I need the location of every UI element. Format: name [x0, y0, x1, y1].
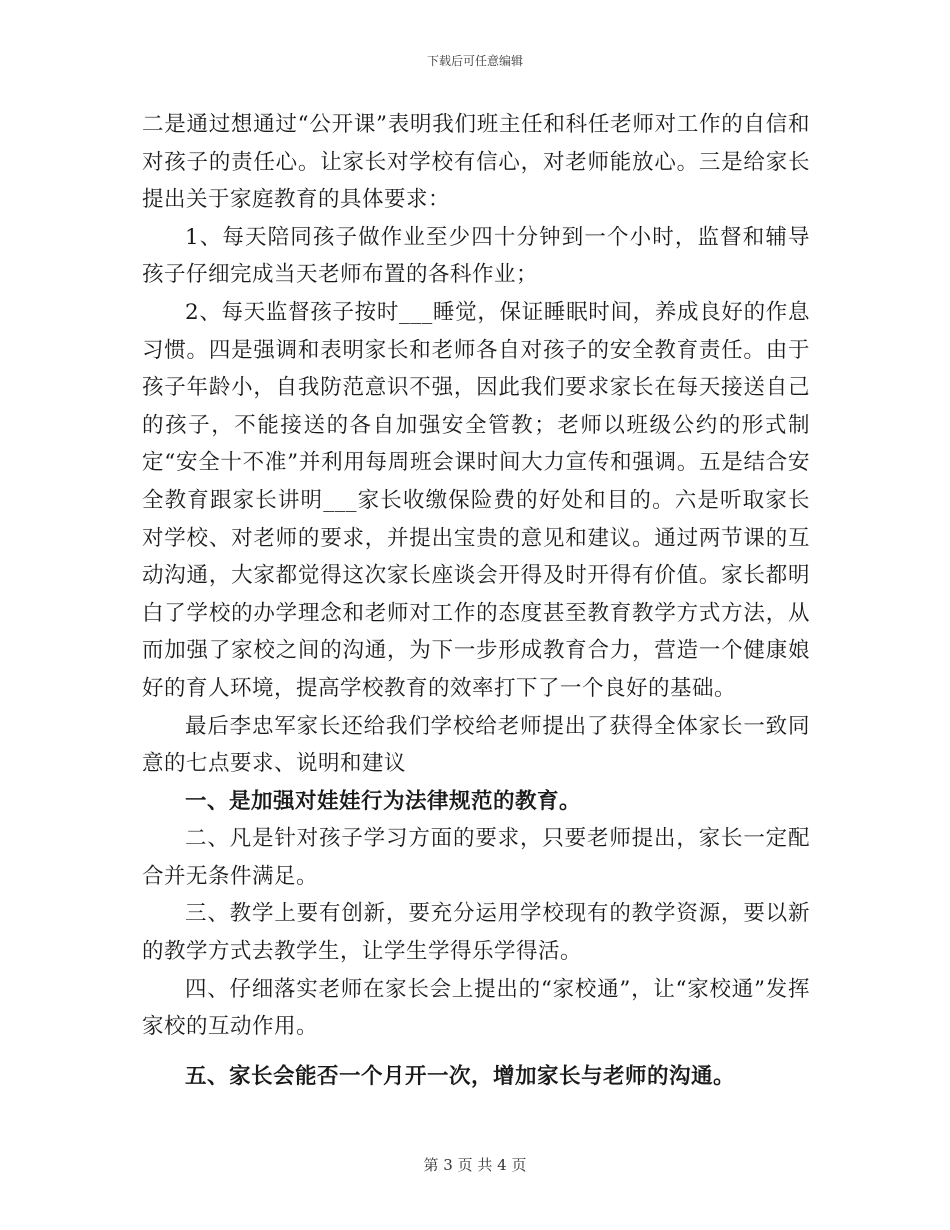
- paragraph-suggestions-intro: 最后李忠军家长还给我们学校给老师提出了获得全体家长一致同意的七点要求、说明和建议: [142, 713, 810, 777]
- page-number: 第 3 页 共 4 页: [423, 1156, 527, 1174]
- suggestion-item-1: 一、是加强对娃娃行为法律规范的教育。: [185, 788, 582, 814]
- suggestion-item-2: 二、凡是针对孩子学习方面的要求，只要老师提出，家长一定配合并无条件满足。: [142, 826, 810, 889]
- paragraph-intro: 二是通过想通过“公开课”表明我们班主任和科任老师对工作的自信和对孩子的责任心。让家长对学校有信心，对老师能放心。三是给家长提出关于家庭教育的具体要求：: [142, 112, 810, 213]
- document-body: [142, 106, 810, 1095]
- paragraph-requirement-2: 2、每天监督孩子按时___睡觉，保证睡眠时间，养成良好的作息习惯。四是强调和表明家长和老师各自对孩子的安全教育责任。由于孩子年龄小，自我防范意识不强，因此我们要求家长在每天接送自己的孩子，不能接送的各自加强安全管教；老师以班级公约的形式制定“安全十不准”并利用每周班会课时间大力宣传和强调。五是结合安全教育跟家长讲明___家长收缴保险费的好处和目的。六是听取家长对学校、对老师的要求，并提出宝贵的意见和建议。通过两节课的互动沟通，大家都觉得这次家长座谈会开得及时开得有价值。家长都明白了学校的办学理念和老师对工作的态度甚至教育教学方式方法，从而加强了家校之间的沟通，为下一步形成教育合力，营造一个健康娘好的育人环境，提高学校教育的效率打下了一个良好的基础。: [142, 299, 810, 701]
- page-header-note: 下载后可任意编辑: [426, 54, 523, 68]
- suggestion-item-3: 三、教学上要有创新，要充分运用学校现有的教学资源，要以新的教学方式去教学生，让学生学得乐学得活。: [142, 901, 810, 965]
- suggestion-item-4: 四、仔细落实老师在家长会上提出的“家校通”，让“家校通”发挥家校的互动作用。: [142, 976, 810, 1040]
- paragraph-requirement-1: 1、每天陪同孩子做作业至少四十分钟到一个小时，监督和辅导孩子仔细完成当天老师布置的各科作业；: [142, 224, 810, 288]
- suggestion-item-5: 五、家长会能否一个月开一次，增加家长与老师的沟通。: [185, 1063, 736, 1089]
